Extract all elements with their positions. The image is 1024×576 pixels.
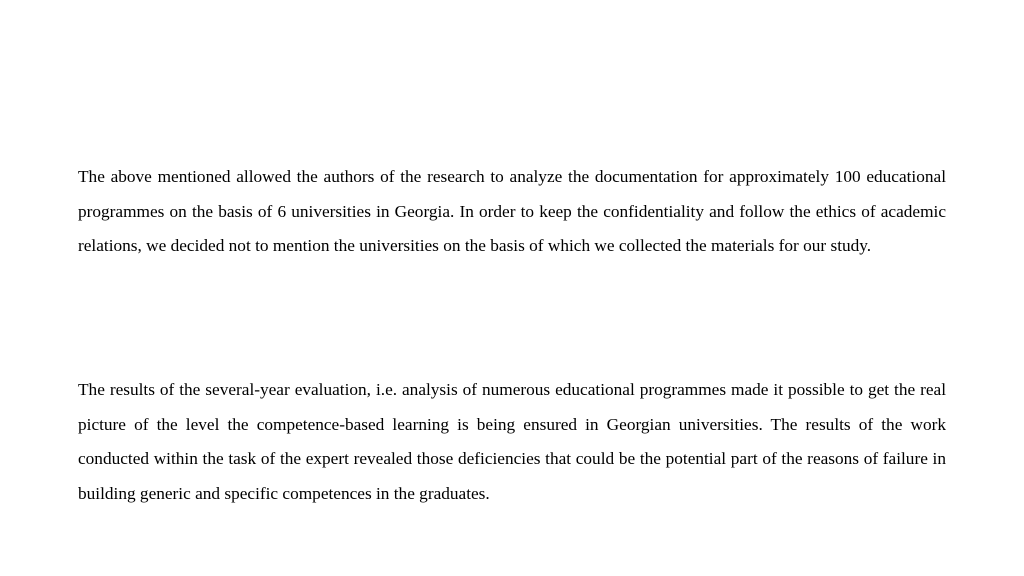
body-paragraph: The results of the several-year evaluation, i.e. analysis of numerous educational programmes made it possible to get the real picture of the level the competence-based learning is being ensured in Georgian universities. The results of the work conducted within the task of the expert revealed those deficiencies that could be the potential part of the reasons of failure in building generic and specific competences in the graduates. [78, 380, 946, 504]
body-paragraph: The above mentioned allowed the authors of the research to analyze the documentation for approximately 100 educational programmes on the basis of 6 universities in Georgia. In order to keep the confidentiality and follow the ethics of academic relations, we decided not to mention the universities on the basis of which we collected the materials for our study. [78, 167, 946, 256]
